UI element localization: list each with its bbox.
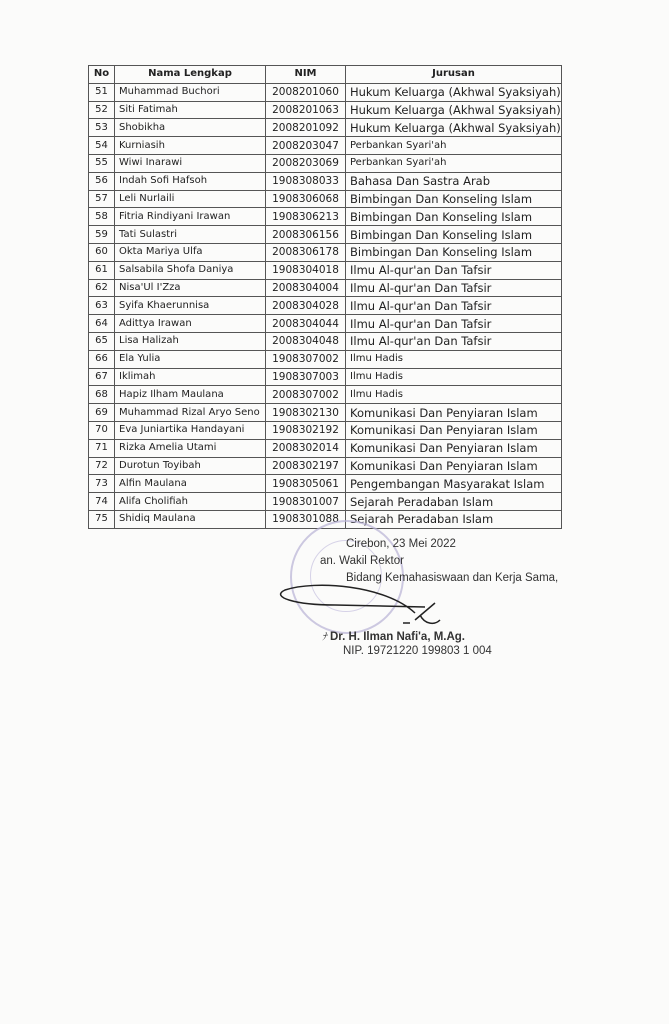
cell-jurusan: Ilmu Al-qur'an Dan Tafsir: [346, 261, 562, 279]
table-row: [89, 279, 562, 297]
cell-jurusan: Bahasa Dan Sastra Arab: [346, 172, 562, 190]
cell-jurusan: Perbankan Syari'ah: [346, 154, 562, 172]
cell-no: 69: [89, 404, 115, 422]
cell-nim: 1908304018: [266, 261, 346, 279]
cell-nim: 2008201060: [266, 83, 346, 101]
cell-nama: Muhammad Buchori: [115, 83, 266, 101]
cell-nim: 2008203047: [266, 137, 346, 155]
cell-jurusan: Hukum Keluarga (Akhwal Syaksiyah): [346, 101, 562, 119]
cell-no: 73: [89, 475, 115, 493]
cell-jurusan: Bimbingan Dan Konseling Islam: [346, 226, 562, 244]
header-jurusan: Jurusan: [346, 66, 562, 84]
cell-no: 61: [89, 261, 115, 279]
cell-nim: 1908302192: [266, 421, 346, 439]
cell-nim: 1908302130: [266, 404, 346, 422]
cell-nim: 2008306178: [266, 243, 346, 261]
cell-jurusan: Sejarah Peradaban Islam: [346, 510, 562, 528]
cell-nama: Syifa Khaerunnisa: [115, 297, 266, 315]
table-row: [89, 332, 562, 350]
cell-jurusan: Komunikasi Dan Penyiaran Islam: [346, 439, 562, 457]
on-behalf: an. Wakil Rektor: [320, 555, 404, 567]
table-row: [89, 297, 562, 315]
table-row: [89, 493, 562, 511]
table-row: [89, 83, 562, 101]
cell-jurusan: Komunikasi Dan Penyiaran Islam: [346, 404, 562, 422]
cell-nim: 2008304004: [266, 279, 346, 297]
cell-nim: 1908307003: [266, 368, 346, 386]
cell-nama: Siti Fatimah: [115, 101, 266, 119]
cell-nama: Ela Yulia: [115, 350, 266, 368]
cell-no: 60: [89, 243, 115, 261]
cell-nama: Eva Juniartika Handayani: [115, 421, 266, 439]
cell-nim: 1908301088: [266, 510, 346, 528]
cell-no: 75: [89, 510, 115, 528]
cell-no: 62: [89, 279, 115, 297]
table-row: [89, 172, 562, 190]
cell-no: 74: [89, 493, 115, 511]
cell-no: 56: [89, 172, 115, 190]
table-row: [89, 101, 562, 119]
cell-nim: 2008201092: [266, 119, 346, 137]
cell-nim: 2008302197: [266, 457, 346, 475]
table-row: [89, 154, 562, 172]
cell-nama: Kurniasih: [115, 137, 266, 155]
cell-no: 71: [89, 439, 115, 457]
cell-no: 66: [89, 350, 115, 368]
cell-no: 70: [89, 421, 115, 439]
cell-jurusan: Hukum Keluarga (Akhwal Syaksiyah): [346, 119, 562, 137]
cell-nim: 2008302014: [266, 439, 346, 457]
cell-jurusan: Bimbingan Dan Konseling Islam: [346, 243, 562, 261]
cell-nama: Nisa'Ul I'Zza: [115, 279, 266, 297]
table-row: [89, 350, 562, 368]
cell-no: 58: [89, 208, 115, 226]
cell-nim: 1908307002: [266, 350, 346, 368]
cell-jurusan: Sejarah Peradaban Islam: [346, 493, 562, 511]
table-row: [89, 137, 562, 155]
table-header-row: [89, 66, 562, 84]
cell-nama: Iklimah: [115, 368, 266, 386]
cell-nim: 2008304048: [266, 332, 346, 350]
cell-nim: 2008304044: [266, 315, 346, 333]
cell-jurusan: Perbankan Syari'ah: [346, 137, 562, 155]
table-row: [89, 261, 562, 279]
signatory-name: ﾅ Dr. H. Ilman Nafi'a, M.Ag.: [322, 631, 466, 643]
signatory-nip: NIP. 19721220 199803 1 004: [343, 645, 492, 657]
cell-no: 52: [89, 101, 115, 119]
cell-jurusan: Ilmu Al-qur'an Dan Tafsir: [346, 279, 562, 297]
cell-nim: 2008307002: [266, 386, 346, 404]
cell-nim: 1908301007: [266, 493, 346, 511]
handwritten-signature: [275, 575, 455, 635]
table-row: [89, 190, 562, 208]
cell-nama: Shobikha: [115, 119, 266, 137]
cell-no: 59: [89, 226, 115, 244]
cell-jurusan: Pengembangan Masyarakat Islam: [346, 475, 562, 493]
table-row: [89, 368, 562, 386]
table-row: [89, 315, 562, 333]
cell-nim: 2008306156: [266, 226, 346, 244]
signatory-name-text: Dr. H. Ilman Nafi'a, M.Ag.: [330, 631, 466, 643]
cell-jurusan: Hukum Keluarga (Akhwal Syaksiyah): [346, 83, 562, 101]
cell-nim: 1908305061: [266, 475, 346, 493]
cell-nim: 2008203069: [266, 154, 346, 172]
table-row: [89, 119, 562, 137]
cell-nim: 1908306068: [266, 190, 346, 208]
student-table: [88, 65, 562, 529]
table-row: [89, 404, 562, 422]
cell-nama: Alfin Maulana: [115, 475, 266, 493]
cell-jurusan: Ilmu Hadis: [346, 368, 562, 386]
cell-no: 63: [89, 297, 115, 315]
cell-jurusan: Ilmu Al-qur'an Dan Tafsir: [346, 297, 562, 315]
table-row: [89, 226, 562, 244]
cell-nama: Lisa Halizah: [115, 332, 266, 350]
cell-jurusan: Ilmu Al-qur'an Dan Tafsir: [346, 332, 562, 350]
table-row: [89, 386, 562, 404]
cell-nama: Salsabila Shofa Daniya: [115, 261, 266, 279]
cell-jurusan: Komunikasi Dan Penyiaran Islam: [346, 457, 562, 475]
cell-no: 64: [89, 315, 115, 333]
cell-jurusan: Ilmu Hadis: [346, 350, 562, 368]
table-row: [89, 421, 562, 439]
cell-nama: Tati Sulastri: [115, 226, 266, 244]
table-row: [89, 475, 562, 493]
cell-no: 72: [89, 457, 115, 475]
cell-jurusan: Bimbingan Dan Konseling Islam: [346, 190, 562, 208]
cell-nama: Indah Sofi Hafsoh: [115, 172, 266, 190]
division: Bidang Kemahasiswaan dan Kerja Sama,: [346, 572, 559, 584]
cell-nama: Leli Nurlaili: [115, 190, 266, 208]
cell-nama: Muhammad Rizal Aryo Seno: [115, 404, 266, 422]
cell-nama: Shidiq Maulana: [115, 510, 266, 528]
cell-jurusan: Ilmu Al-qur'an Dan Tafsir: [346, 315, 562, 333]
cell-no: 57: [89, 190, 115, 208]
cell-nama: Adittya Irawan: [115, 315, 266, 333]
cell-nim: 1908306213: [266, 208, 346, 226]
header-no: No: [89, 66, 115, 84]
cell-no: 53: [89, 119, 115, 137]
cell-nim: 2008201063: [266, 101, 346, 119]
table-row: [89, 243, 562, 261]
cell-nim: 2008304028: [266, 297, 346, 315]
cell-nama: Wiwi Inarawi: [115, 154, 266, 172]
cell-no: 55: [89, 154, 115, 172]
cell-no: 54: [89, 137, 115, 155]
table-row: [89, 457, 562, 475]
place-date: Cirebon, 23 Mei 2022: [346, 538, 456, 550]
cell-no: 51: [89, 83, 115, 101]
table-row: [89, 439, 562, 457]
cell-no: 68: [89, 386, 115, 404]
cell-jurusan: Ilmu Hadis: [346, 386, 562, 404]
cell-jurusan: Bimbingan Dan Konseling Islam: [346, 208, 562, 226]
cell-no: 65: [89, 332, 115, 350]
cell-nama: Hapiz Ilham Maulana: [115, 386, 266, 404]
cell-nama: Rizka Amelia Utami: [115, 439, 266, 457]
header-nama: Nama Lengkap: [115, 66, 266, 84]
cell-nama: Okta Mariya Ulfa: [115, 243, 266, 261]
header-nim: NIM: [266, 66, 346, 84]
cell-nama: Durotun Toyibah: [115, 457, 266, 475]
cell-jurusan: Komunikasi Dan Penyiaran Islam: [346, 421, 562, 439]
cell-nama: Fitria Rindiyani Irawan: [115, 208, 266, 226]
cell-nama: Alifa Cholifiah: [115, 493, 266, 511]
cell-nim: 1908308033: [266, 172, 346, 190]
cell-no: 67: [89, 368, 115, 386]
table-row: [89, 208, 562, 226]
